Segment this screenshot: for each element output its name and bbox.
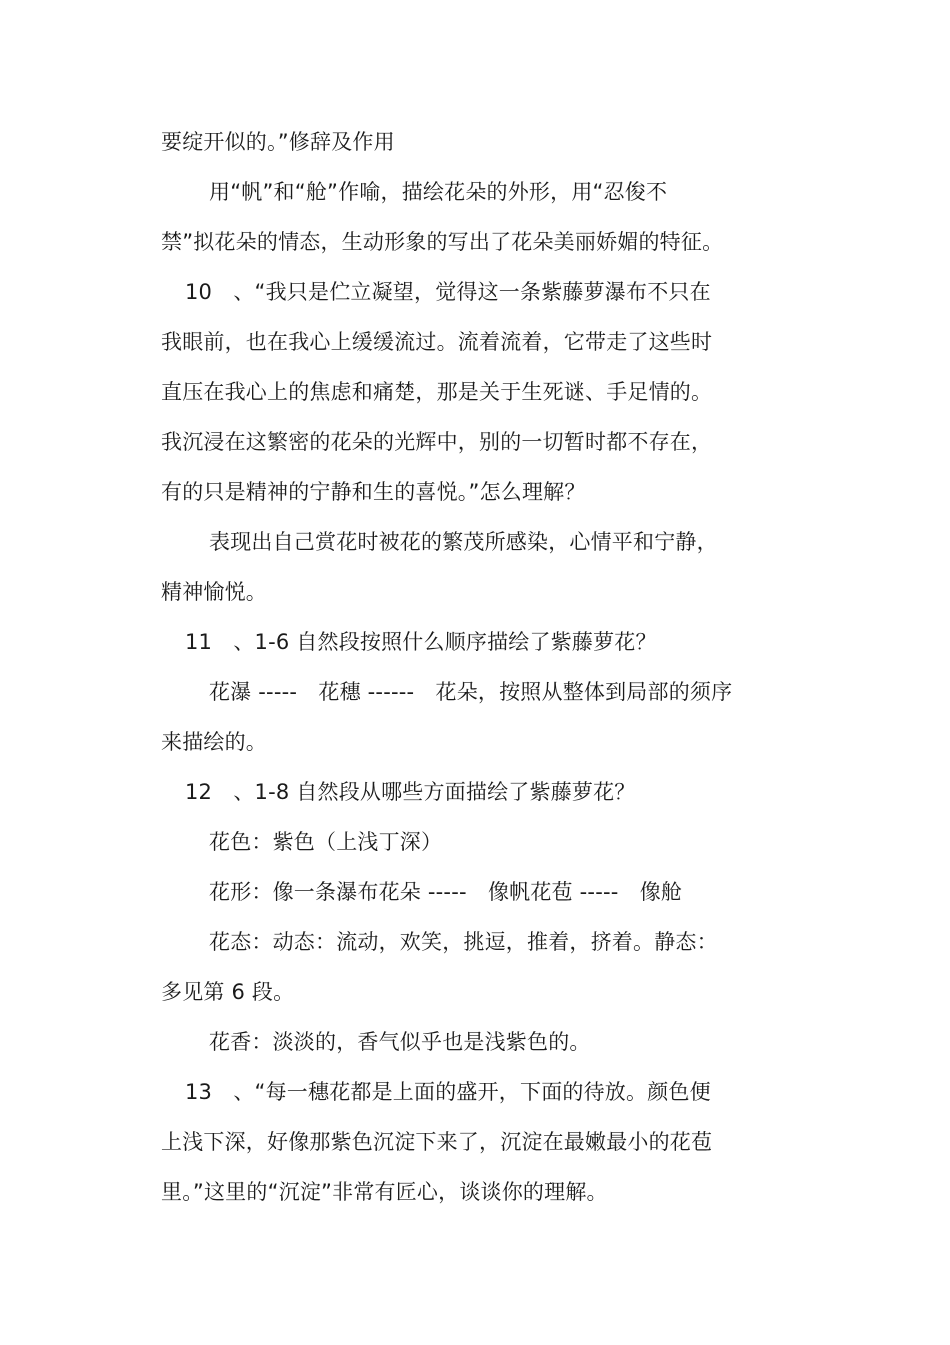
answer-line: 用“帆”和“舱”作喻，描绘花朵的外形，用“忍俊不 bbox=[209, 180, 668, 204]
text-line: 要绽开似的。”修辞及作用 bbox=[161, 130, 395, 154]
answer-line: 花态：动态：流动，欢笑，挑逗，推着，挤着。静态： bbox=[209, 930, 718, 954]
answer-line: 花色：紫色（上浅丁深） bbox=[209, 830, 443, 854]
text-line: 上浅下深，好像那紫色沉淀下来了，沉淀在最嫩最小的花苞 bbox=[161, 1130, 713, 1154]
text-line: 我眼前，也在我心上缓缓流过。流着流着，它带走了这些时 bbox=[161, 330, 713, 354]
text-line: 我沉浸在这繁密的花朵的光辉中，别的一切暂时都不存在， bbox=[161, 430, 713, 454]
answer-line: 花香：淡淡的，香气似乎也是浅紫色的。 bbox=[209, 1030, 591, 1054]
answer-line: 花瀑 ----- 花穗 ------ 花朵，按照从整体到局部的须序 bbox=[209, 680, 733, 704]
text-line: 禁”拟花朵的情态，生动形象的写出了花朵美丽娇媚的特征。 bbox=[161, 230, 724, 254]
question-line: 12 、1-8 自然段从哪些方面描绘了紫藤萝花？ bbox=[185, 780, 636, 804]
text-line: 多见第 6 段。 bbox=[161, 980, 295, 1004]
answer-line: 花形：像一条瀑布花朵 ----- 像帆花苞 ----- 像舱 bbox=[209, 880, 683, 904]
text-line: 里。”这里的“沉淀”非常有匠心，谈谈你的理解。 bbox=[161, 1180, 608, 1204]
answer-line: 表现出自己赏花时被花的繁茂所感染，心情平和宁静， bbox=[209, 530, 718, 554]
text-line: 精神愉悦。 bbox=[161, 580, 267, 604]
text-line: 来描绘的。 bbox=[161, 730, 267, 754]
question-line: 13 、“每一穗花都是上面的盛开，下面的待放。颜色便 bbox=[185, 1080, 711, 1104]
question-line: 11 、1-6 自然段按照什么顺序描绘了紫藤萝花？ bbox=[185, 630, 657, 654]
text-line: 直压在我心上的焦虑和痛楚，那是关于生死谜、手足情的。 bbox=[161, 380, 713, 404]
question-line: 10 、“我只是伫立凝望，觉得这一条紫藤萝瀑布不只在 bbox=[185, 280, 711, 304]
text-line: 有的只是精神的宁静和生的喜悦。”怎么理解？ bbox=[161, 480, 586, 504]
